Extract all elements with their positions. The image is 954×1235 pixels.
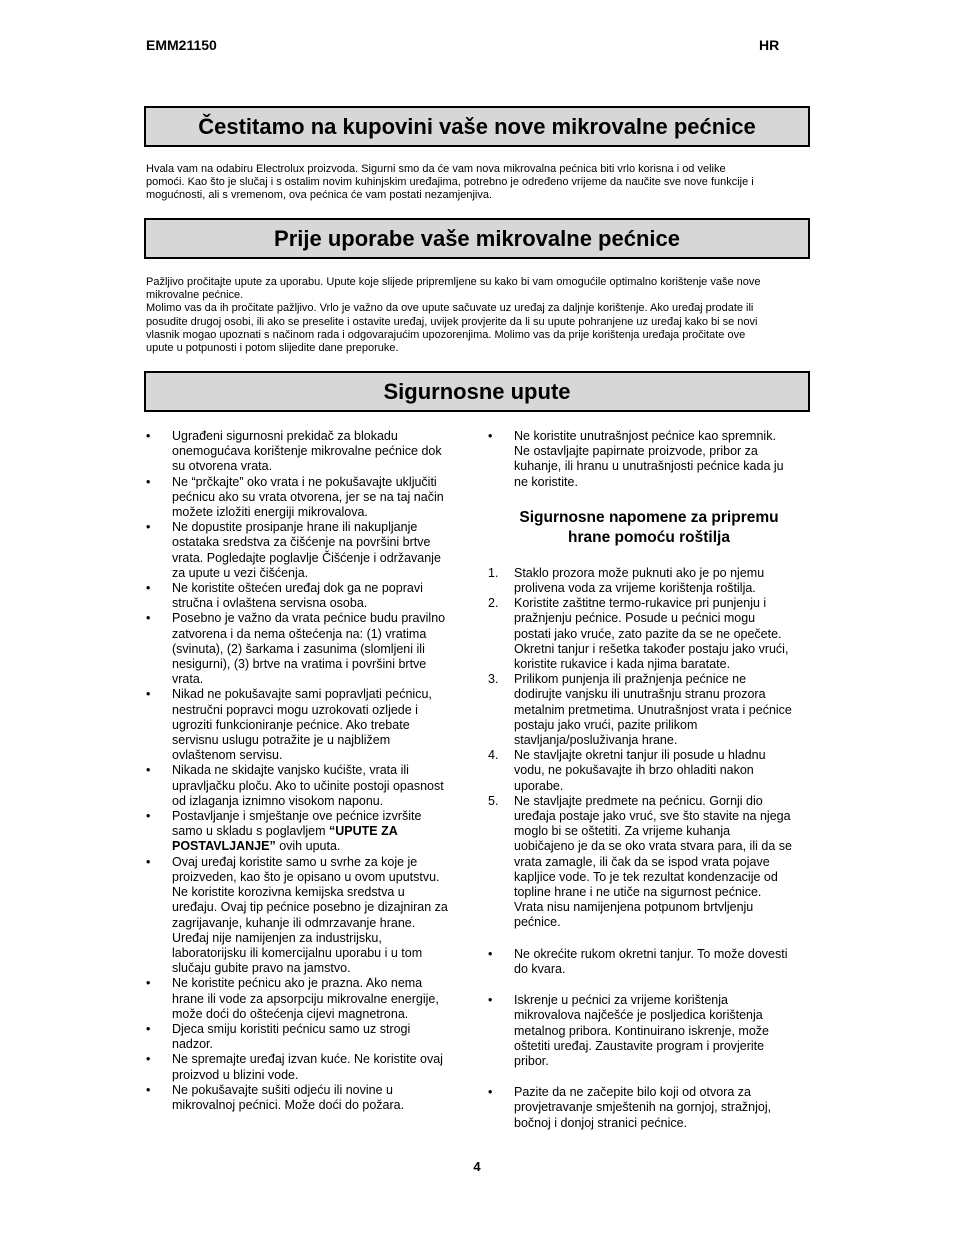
list-item: • Ovaj uređaj koristite samo u svrhe za koje je proizveden, kao što je opisano u ovom uputstvu. Ne koristite korozivna kemijska sredstva u uređaju. Ovaj tip pećnice posebno je dizajniran za zagrijavanje, kuhanje ili odmrzavanje hrane. Uređaj nije namijenjen za industrijsku, laboratorijsku ili komercijalnu uporabu i u tom slučaju gubite pravo na jamstvo. (146, 855, 466, 977)
list-item: • Ne koristite unutrašnjost pećnice kao spremnik. Ne ostavljajte papirnate proizvode, pribor za kuhanje, ili hranu u unutrašnjosti pećnice kada ju ne koristite. (488, 429, 810, 490)
list-item: • Ne pokušavajte sušiti odjeću ili novine u mikrovalnoj pećnici. Može doći do požara. (146, 1083, 466, 1113)
list-item: • Ne koristite pećnicu ako je prazna. Ako nema hrane ili vode za apsorpciju mikrovalne energije, može doći do oštećenja cijevi magnetrona. (146, 976, 466, 1022)
list-item: • Ugrađeni sigurnosni prekidač za blokadu onemogućava korištenje mikrovalne pećnice dok su otvorena vrata. (146, 429, 466, 475)
numbered-item: 5. Ne stavljajte predmete na pećnicu. Gornji dio uređaja postaje jako vruć, sve što stavite na njega moglo bi se oštetiti. Za vrijeme kuhanja uobičajeno je da se oko vrata stvara para, ili da se vrata zamagle, ili čak da se ispod vrata pojave kapljice vode. To je tek rezultat kondenzacije od topline hrane i ne utiče na sigurnost pećnice. Vrata nisu namijenjena potpunom brtvljenju pećnice. (488, 793, 792, 930)
text-line: Pažljivo pročitajte upute za uporabu. Upute koje slijede pripremljene su kako bi vam omogućile optimalno korištenje vaše nove (146, 276, 761, 288)
text-line: Molimo vas da ih pročitate pažljivo. Vrlo je važno da ove upute sačuvate uz uređaj za daljnje korištenje. Ako uređaj prodate ili (146, 302, 754, 315)
page-number: 4 (473, 1159, 481, 1174)
before-use-paragraph (146, 276, 810, 355)
safety-right-column (488, 429, 810, 1131)
list-item: • Ne dopustite prosipanje hrane ili nakupljanje ostataka sredstva za čišćenje na površini brtve vrata. Pogledajte poglavlje Čišćenje i održavanje za upute u vezi čišćenja. (146, 520, 466, 581)
safety-bullet-list (146, 429, 466, 1113)
grill-safety-heading: Sigurnosne napomene za pripremu hrane pomoću roštilja (519, 508, 779, 546)
storage-bullet-list (488, 429, 810, 490)
numbered-item: 3. Prilikom punjenja ili pražnjenja pećnice ne dodirujte vanjsku ili unutrašnju stranu prozora metalnim pretmetima. Unutrašnjost vrata i pećnice postaju jako vrući, pazite prilikom stavljanja/posluživanja hrane. (488, 672, 792, 748)
language-code: HR (759, 37, 780, 53)
text-line: mikrovalne pećnice. (146, 289, 244, 302)
grill-numbered-list (488, 566, 810, 931)
list-item: • Ne okrećite rukom okretni tanjur. To može dovesti do kvara. (488, 947, 810, 977)
list-item: • Ne spremajte uređaj izvan kuće. Ne koristite ovaj proizvod u blizini vode. (146, 1052, 466, 1082)
text-line: Hvala vam na odabiru Electrolux proizvoda. Sigurni smo da će vam nova mikrovalna pećnica biti vrlo korisna i od velike (146, 163, 726, 175)
model-number: EMM21150 (146, 37, 217, 53)
operation-bullet-list (488, 947, 810, 1131)
text-line: vlasnik mogao upoznati s načinom rada i odgovarajućim upozorenjima. Molimo vas da prije korištenja uređaja pročitate ove (146, 328, 746, 341)
list-item: • Pazite da ne začepite bilo koji od otvora za provjetravanje smještenih na gornjoj, stražnjoj, bočnoj i donjoj stranici pećnice. (488, 1085, 810, 1131)
text-line: posudite drugoj osobi, ili ako se preselite i ostavite uređaj, uvijek provjerite da li su upute pohranjene uz uređaj kako bi se novi (146, 315, 758, 328)
section-title-congrats: Čestitamo na kupovini vaše nove mikrovalne pećnice (144, 106, 810, 147)
numbered-item: 2. Koristite zaštitne termo-rukavice pri punjenju i pražnjenju pećnice. Posude u pećnici mogu postati jako vruće, zato pazite da se ne opečete. Okretni tanjur i rešetka također postaju jako vrući, koristite rukavice i kada njima baratate. (488, 596, 789, 672)
numbered-item: 1. Staklo prozora može puknuti ako je po njemu prolivena voda za vrijeme korištenja roštilja. (488, 565, 765, 596)
congrats-paragraph (146, 163, 810, 203)
section-title-before-use: Prije uporabe vaše mikrovalne pećnice (144, 218, 810, 259)
list-item: • Ne koristite oštećen uređaj dok ga ne popravi stručna i ovlaštena servisna osoba. (146, 581, 466, 611)
list-item: • Djeca smiju koristiti pećnicu samo uz strogi nadzor. (146, 1022, 466, 1052)
list-item: • Nikad ne pokušavajte sami popravljati pećnicu, nestručni popravci mogu uzrokovati ozljede i ugroziti funkcioniranje pećnice. Ako trebate servisnu uslugu potražite je u najbližem ovlaštenom servisu. (146, 687, 466, 763)
text-line: upute u potpunosti i potom slijedite dane preporuke. (146, 342, 399, 355)
list-item: • Ne “prčkajte” oko vrata i ne pokušavajte uključiti pećnicu ako su vrata otvorena, jer se na taj način možete izložiti energiji mikrovalova. (146, 475, 466, 521)
section-title-safety: Sigurnosne upute (144, 371, 810, 412)
numbered-item: 4. Ne stavljajte okretni tanjur ili posude u hladnu vodu, ne pokušavajte ih brzo ohladiti nakon uporabe. (488, 748, 766, 793)
list-item: • Iskrenje u pećnici za vrijeme korištenja mikrovalova najčešće je posljedica korištenja metalnog pribora. Kontinuirano iskrenje, može oštetiti uređaj. Zaustavite program i provjerite pribor. (488, 993, 810, 1069)
safety-left-column (146, 429, 466, 1113)
list-item: • Postavljanje i smještanje ove pećnice izvršite samo u skladu s poglavljem “UPUTE ZA POSTAVLJANJE” ovih uputa. (146, 809, 466, 855)
list-item: • Nikada ne skidajte vanjsko kućište, vrata ili upravljačku ploču. Ako to učinite postoji opasnost od izlaganja iznimno visokom naponu. (146, 763, 466, 809)
text-line: pomoći. Kao što je slučaj i s ostalim novim kuhinjskim uređajima, potrebno je određeno vrijeme da naučite sve nove funkcije i (146, 176, 754, 189)
list-item: • Posebno je važno da vrata pećnice budu pravilno zatvorena i da nema oštećenja na: (1) vratima (svinuta), (2) šarkama i zasunima (slomljeni ili nesigurni), (3) brtve na vratima i površini brtve vrata. (146, 611, 466, 687)
text-line: mogućnosti, ali s vremenom, ova pećnica će vam postati nezamjenjiva. (146, 189, 493, 202)
